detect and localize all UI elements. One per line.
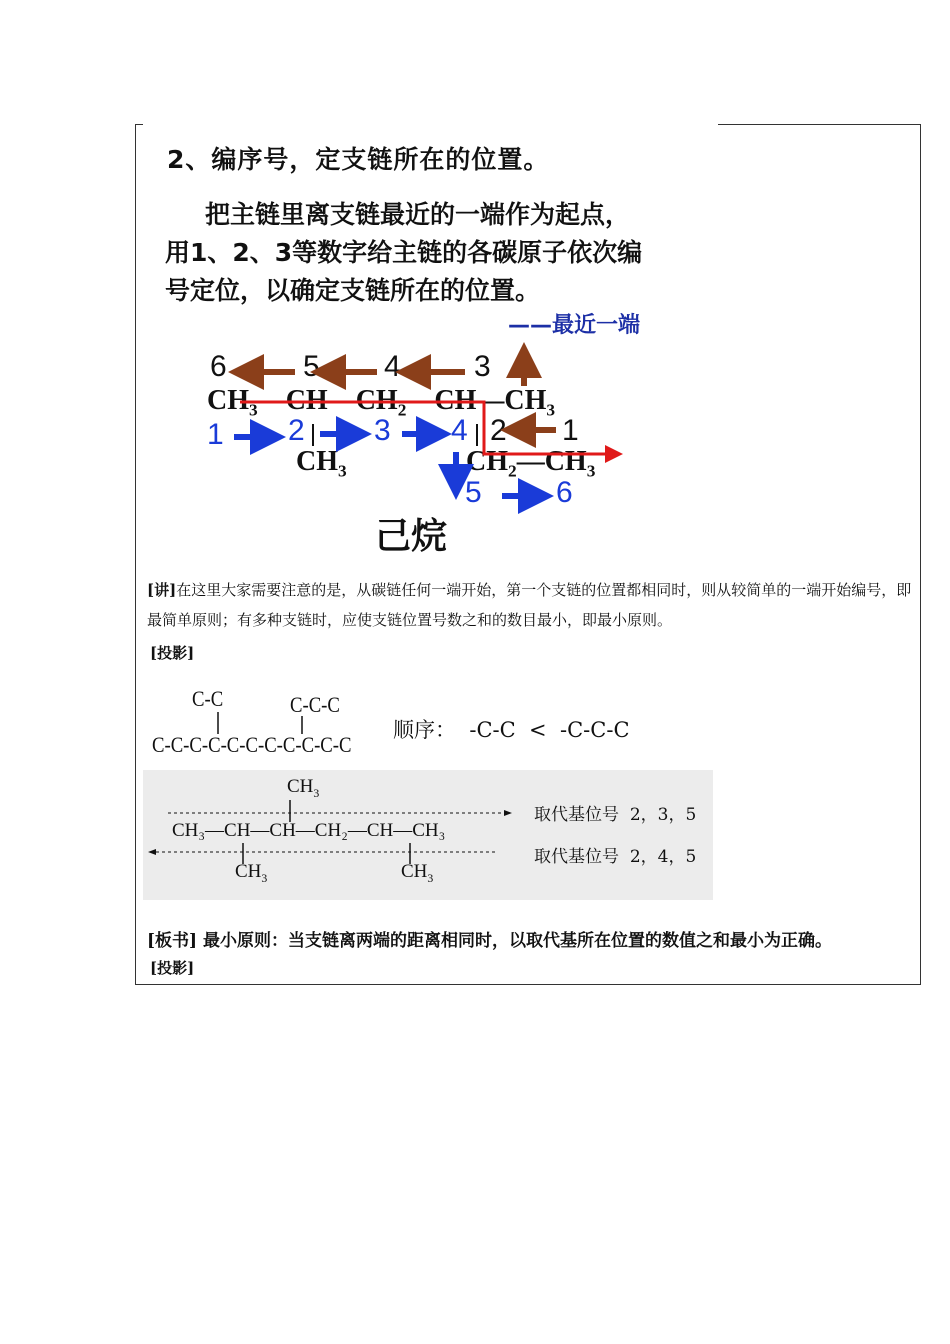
num-top-4: 4 <box>384 350 401 383</box>
formula-branch-methyl: $CH_3$ <box>296 446 347 481</box>
board-note: [板书] 最小原则：当支链离两端的距离相同时，以取代基所在位置的数值之和最小为正确。 <box>147 931 833 951</box>
slide-body-line-1: 把主链里离支链最近的一端作为起点， <box>205 200 631 229</box>
hexane-name: 己烷 <box>375 516 448 557</box>
num-top-3: 3 <box>474 350 491 383</box>
nearest-end-label: ——最近一端 <box>508 313 641 338</box>
lecture-text: 在这里大家需要注意的是，从碳链任何一端开始，第一个支链的位置都相同时，则从较简单的一端开始编号，即最简单原则；有多种支链时，应使支链位置号数之和的数目最小，即最小原则。 <box>147 581 912 629</box>
num-blue-2: 2 <box>288 414 305 447</box>
num-blue-5: 5 <box>465 476 482 509</box>
panel-main-chain: CH₃—CH—CH—CH₂—CH—CH₃ <box>172 820 446 841</box>
slide-title: 2、编序号，定支链所在的位置。 <box>167 145 550 174</box>
substituent-positions-1: 取代基位号 2，3，5 <box>534 805 697 825</box>
skeleton-branch-left: C-C <box>192 686 224 711</box>
num-blue-3: 3 <box>374 414 391 447</box>
formula-main-chain: $CH_3—CH—CH_2—CH—CH_3$ <box>207 385 556 420</box>
formula-branch-ethyl: $CH_2—CH_3$ <box>466 446 596 481</box>
projection-label-2: [投影] <box>150 959 195 977</box>
num-top-5: 5 <box>303 350 320 383</box>
slide-body-line-3: 号定位，以确定支链所在的位置。 <box>165 276 541 305</box>
num-blue-4: 4 <box>451 414 468 447</box>
lecture-tag: [讲] <box>147 581 177 599</box>
num-blue-1: 1 <box>207 418 224 451</box>
order-comparison: 顺序： -C-C < -C-C-C <box>393 718 630 742</box>
panel-bottom-methyl-a: $CH_3$ <box>235 861 268 885</box>
panel-top-methyl: $CH_3$ <box>287 776 320 800</box>
num-top-6: 6 <box>210 350 227 383</box>
num-right-2: 2 <box>490 414 507 447</box>
substituent-positions-2: 取代基位号 2，4，5 <box>534 847 697 867</box>
skeleton-main-chain: C-C-C-C-C-C-C-C-C-C-C <box>152 732 352 757</box>
projection-label-1: [投影] <box>150 644 195 662</box>
num-blue-6: 6 <box>556 476 573 509</box>
skeleton-branch-right: C-C-C <box>290 692 340 717</box>
num-right-1: 1 <box>562 414 579 447</box>
panel-bottom-methyl-b: $CH_3$ <box>401 861 434 885</box>
slide-body-line-2: 用1、2、3等数字给主链的各碳原子依次编 <box>165 238 643 267</box>
